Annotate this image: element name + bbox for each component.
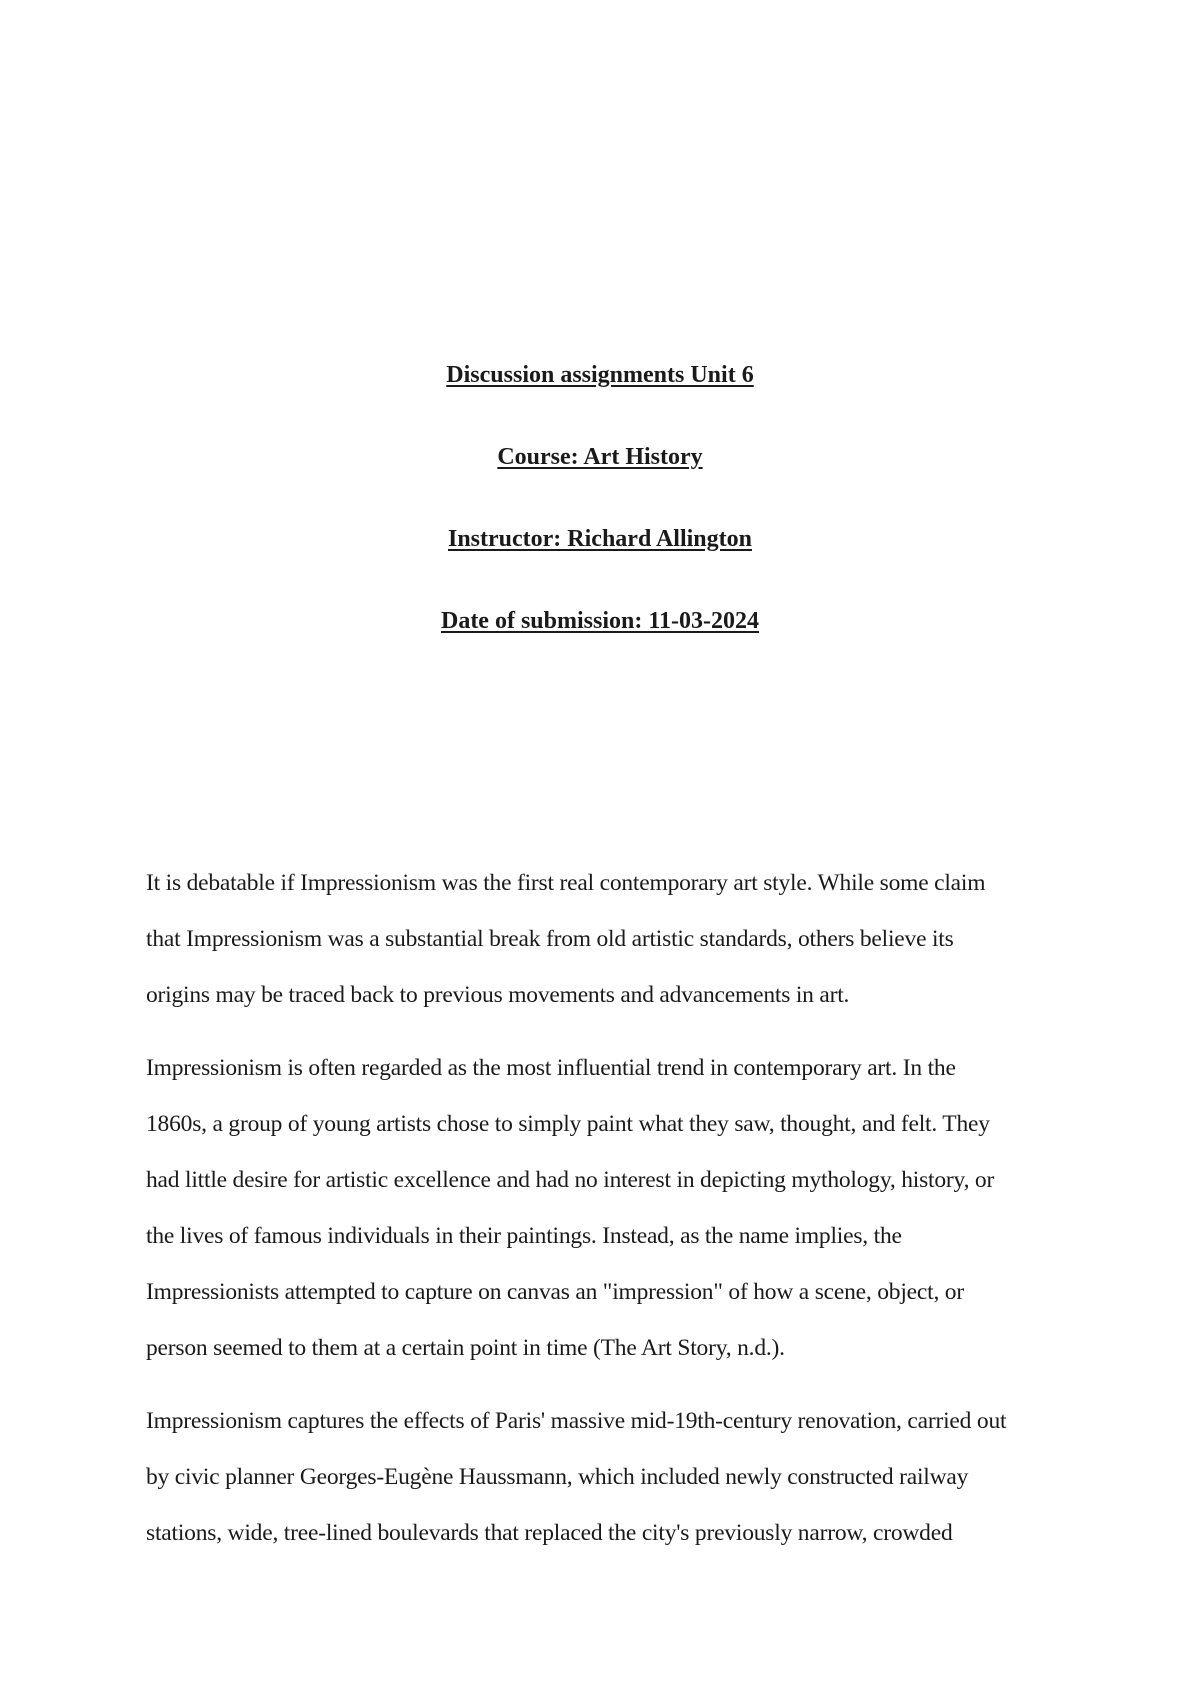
text-line: the lives of famous individuals in their paintings. Instead, as the name implies, the <box>146 1223 902 1249</box>
text-line: It is debatable if Impressionism was the first real contemporary art style. While some claim <box>146 870 986 896</box>
instructor-line: Instructor: Richard Allington <box>447 526 752 552</box>
text-line: person seemed to them at a certain point in time (The Art Story, n.d.). <box>146 1335 785 1361</box>
course-line: Course: Art History <box>497 444 703 470</box>
text-line: that Impressionism was a substantial break from old artistic standards, others believe its <box>146 926 954 952</box>
submission-date-line: Date of submission: 11-03-2024 <box>440 608 759 634</box>
document-title: Discussion assignments Unit 6 <box>446 362 754 388</box>
text-line: 1860s, a group of young artists chose to simply paint what they saw, thought, and felt. They <box>146 1111 990 1137</box>
text-line: Impressionism captures the effects of Paris' massive mid-19th-century renovation, carried out <box>146 1408 1007 1434</box>
text-line: origins may be traced back to previous movements and advancements in art. <box>146 982 850 1008</box>
text-line: Impressionists attempted to capture on canvas an "impression" of how a scene, object, or <box>146 1279 964 1305</box>
paragraph-2 <box>146 1040 1066 1376</box>
title-block <box>0 360 1200 688</box>
paragraph-1 <box>146 855 1066 1023</box>
text-line: by civic planner Georges-Eugène Haussmann, which included newly constructed railway <box>146 1464 969 1490</box>
document-body <box>146 855 1066 1578</box>
text-line: Impressionism is often regarded as the most influential trend in contemporary art. In the <box>146 1055 956 1081</box>
paragraph-3 <box>146 1393 1066 1561</box>
text-line: had little desire for artistic excellence and had no interest in depicting mythology, history, or <box>146 1167 995 1193</box>
text-line: stations, wide, tree-lined boulevards that replaced the city's previously narrow, crowded <box>146 1520 953 1546</box>
